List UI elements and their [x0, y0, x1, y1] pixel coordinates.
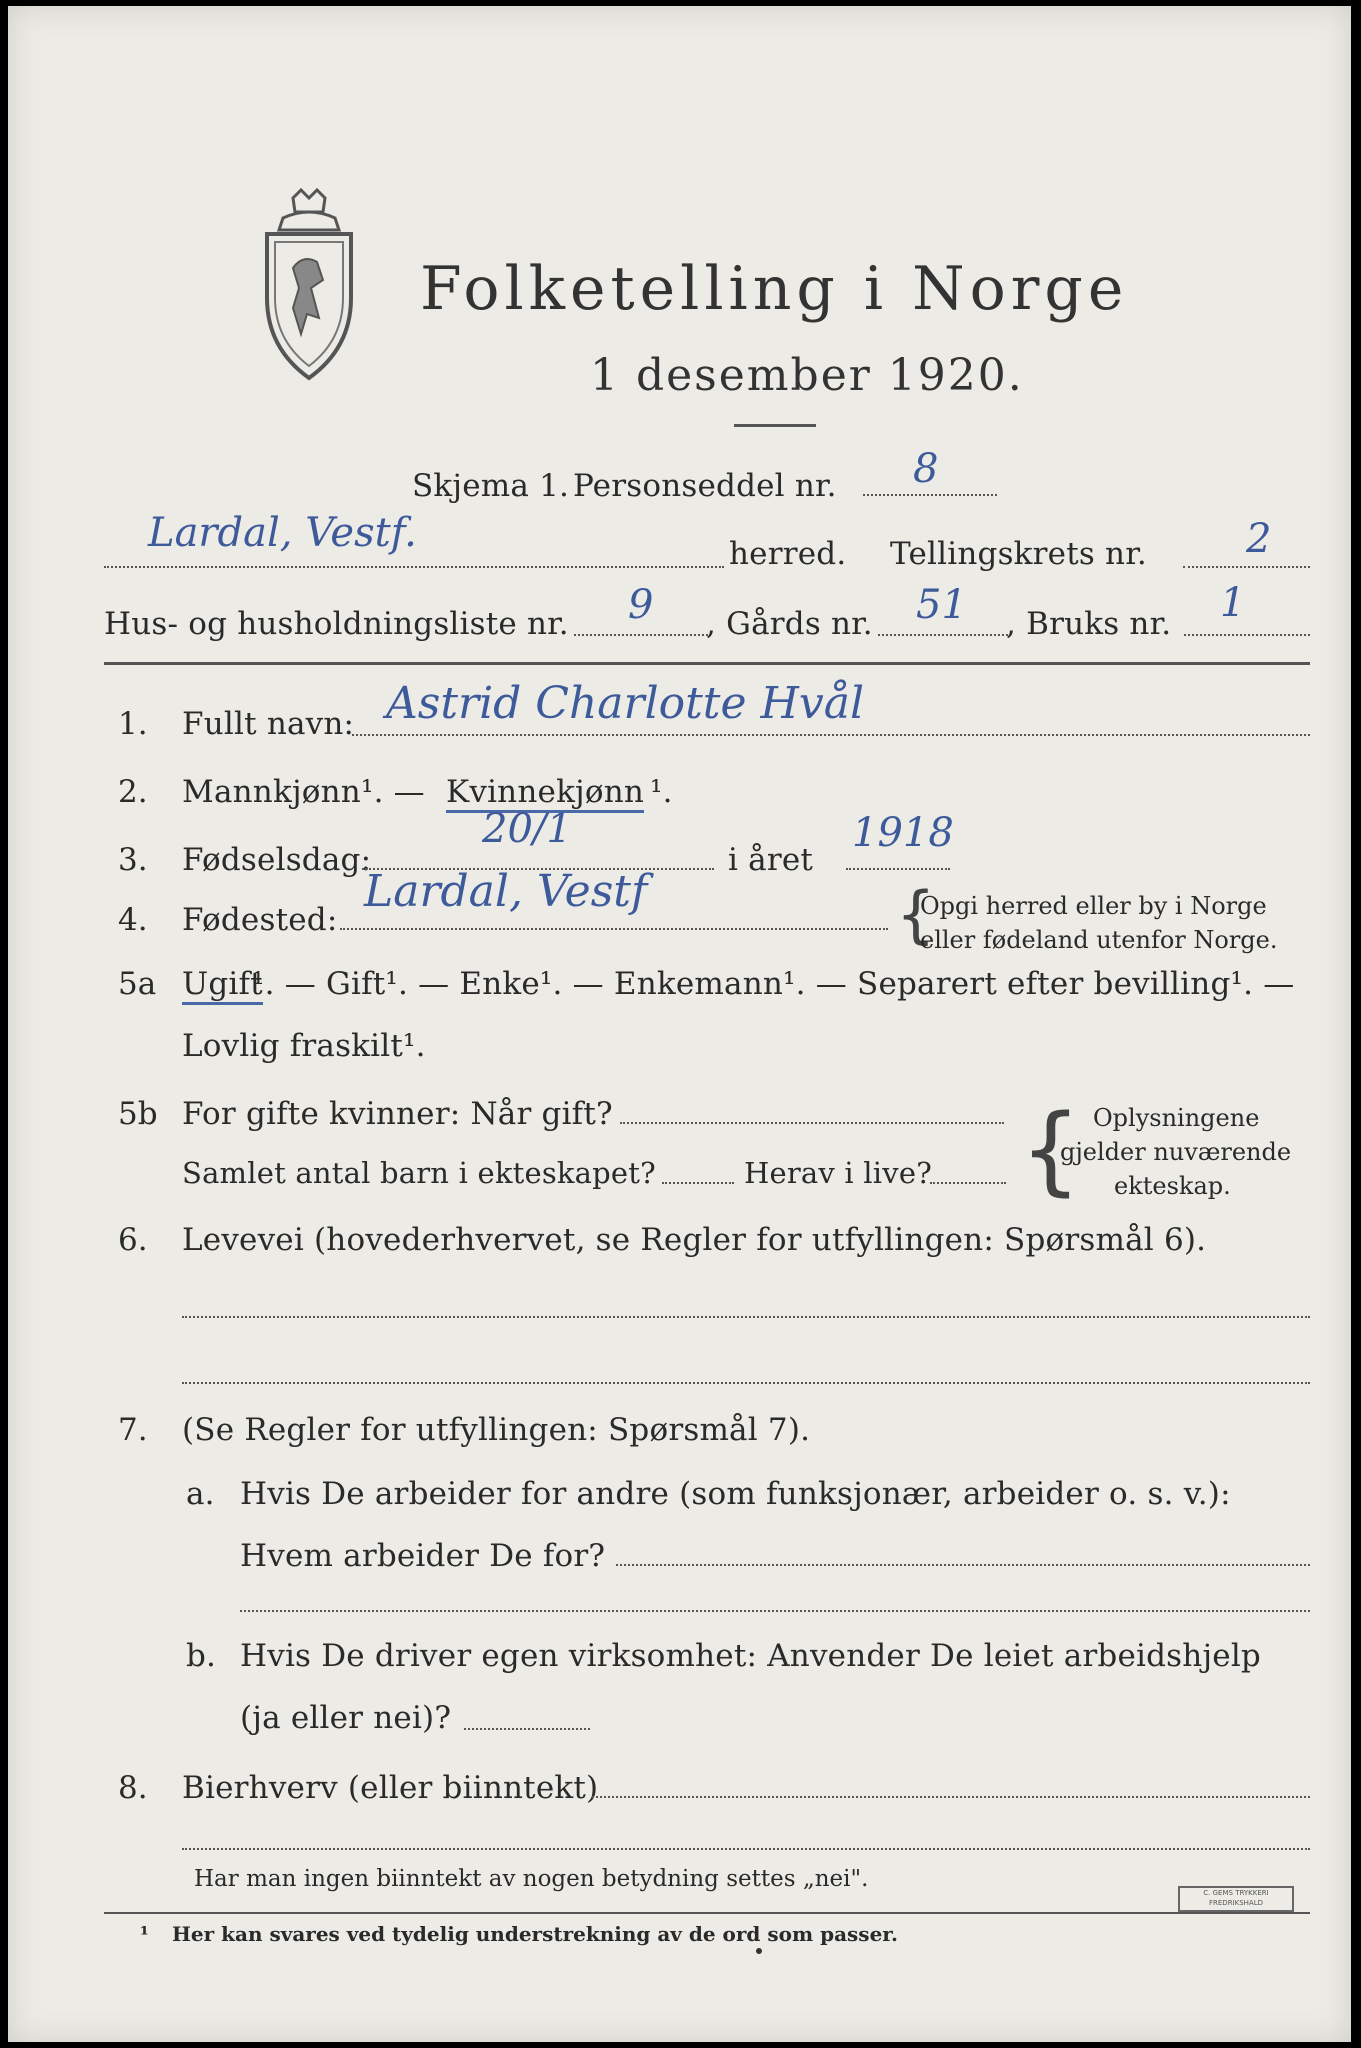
footer-divider: [104, 1912, 1310, 1914]
q8-field-2[interactable]: [182, 1848, 1310, 1850]
tellingskrets-value: 2: [1246, 516, 1272, 562]
q6-field-2[interactable]: [182, 1382, 1310, 1384]
q4-note-line1: Opgi herred eller by i Norge: [920, 892, 1267, 920]
q3-aret-label: i året: [728, 842, 814, 878]
printer-stamp: C. GEMS TRYKKERI FREDRIKSHALD: [1178, 1886, 1294, 1912]
q5b-note3: ekteskap.: [1114, 1172, 1231, 1200]
footnote-mark: ¹: [140, 1922, 149, 1946]
personseddel-value: 8: [913, 446, 939, 492]
q7-number: 7.: [118, 1412, 148, 1448]
q7a-letter: a.: [186, 1476, 215, 1512]
tellingskrets-label: Tellingskrets nr.: [890, 536, 1147, 572]
hus-value: 9: [628, 582, 654, 628]
gards-label: , Gårds nr.: [706, 606, 873, 642]
footnote-text: Her kan svares ved tydelig understrekning av de ord som passer.: [172, 1922, 898, 1946]
bruks-field[interactable]: [1184, 634, 1310, 636]
title-divider: [734, 424, 816, 427]
q5a-line2: Lovlig fraskilt¹.: [182, 1028, 426, 1064]
herred-value: Lardal, Vestf.: [148, 510, 417, 556]
coat-of-arms-icon: [253, 188, 365, 384]
q7a-line2: Hvem arbeider De for?: [240, 1538, 606, 1574]
q1-field[interactable]: [352, 734, 1310, 736]
bruks-label: , Bruks nr.: [1006, 606, 1172, 642]
q6-field-1[interactable]: [182, 1316, 1310, 1318]
hus-field[interactable]: [574, 634, 708, 636]
q4-brace: {: [896, 878, 936, 951]
q8-label: Bierhverv (eller biinntekt): [182, 1770, 599, 1806]
q5a-ugift[interactable]: Ugift: [182, 966, 263, 1005]
q2-number: 2.: [118, 774, 148, 810]
q3-label: Fødselsdag:: [182, 842, 372, 878]
q7b-line2: (ja eller nei)?: [240, 1700, 452, 1736]
gards-value: 51: [916, 582, 967, 628]
q5b-brace: {: [1020, 1094, 1082, 1206]
q2-mann: Mannkjønn¹. —: [182, 774, 425, 810]
hus-label: Hus- og husholdningsliste nr.: [104, 606, 569, 642]
q7b-field[interactable]: [464, 1728, 590, 1730]
q5b-note2: gjelder nuværende: [1060, 1138, 1292, 1166]
q7a-field-1[interactable]: [616, 1564, 1310, 1566]
tellingskrets-field[interactable]: [1183, 566, 1310, 568]
skjema-label: Skjema 1.: [412, 468, 570, 504]
herred-field[interactable]: [104, 566, 724, 568]
q4-value: Lardal, Vestf: [364, 866, 648, 917]
q8-field-1[interactable]: [592, 1796, 1310, 1798]
q7a-line1: Hvis De arbeider for andre (som funksjonær, arbeider o. s. v.):: [240, 1476, 1231, 1512]
q5b-line1: For gifte kvinner: Når gift?: [182, 1096, 613, 1132]
q7a-field-2[interactable]: [240, 1610, 1310, 1612]
q5a-options: ¹. — Gift¹. — Enke¹. — Enkemann¹. — Separert efter bevilling¹. —: [252, 966, 1295, 1002]
q1-label: Fullt navn:: [182, 706, 355, 742]
q3-aret-value: 1918: [852, 810, 954, 856]
q7b-line1: Hvis De driver egen virksomhet: Anvender De leiet arbeidshjelp: [240, 1638, 1261, 1674]
q7-label: (Se Regler for utfyllingen: Spørsmål 7).: [182, 1412, 811, 1448]
footer-note: Har man ingen biinntekt av nogen betydning settes „nei".: [194, 1866, 869, 1892]
q4-note-line2: eller fødeland utenfor Norge.: [920, 926, 1278, 954]
header-divider: [104, 662, 1310, 665]
q2-kvinne[interactable]: Kvinnekjønn: [446, 774, 644, 813]
gards-field[interactable]: [878, 634, 1008, 636]
q6-number: 6.: [118, 1222, 148, 1258]
q1-value: Astrid Charlotte Hvål: [386, 678, 865, 729]
bruks-value: 1: [1220, 580, 1246, 626]
q5b-number: 5b: [118, 1096, 158, 1132]
q5a-number: 5a: [118, 966, 157, 1002]
q2-kvinne-sup: ¹.: [650, 774, 673, 810]
q5b-line2a: Samlet antal barn i ekteskapet?: [182, 1156, 656, 1190]
q8-number: 8.: [118, 1770, 148, 1806]
q5b-line2b: Herav i live?: [744, 1156, 932, 1190]
footer-dot: [756, 1948, 762, 1954]
q4-label: Fødested:: [182, 902, 338, 938]
q4-field[interactable]: [340, 928, 888, 930]
q3-aret-field[interactable]: [846, 868, 950, 870]
q5b-note1: Oplysningene: [1093, 1104, 1260, 1132]
q5b-barn-field[interactable]: [662, 1182, 734, 1184]
personseddel-label: Personseddel nr.: [573, 468, 837, 504]
q5b-live-field[interactable]: [930, 1182, 1006, 1184]
q3-value: 20/1: [482, 806, 572, 852]
form-date: 1 desember 1920.: [590, 350, 1024, 401]
herred-label: herred.: [729, 536, 847, 572]
census-form: [8, 6, 1351, 2042]
q3-number: 3.: [118, 842, 148, 878]
q1-number: 1.: [118, 706, 148, 742]
q4-number: 4.: [118, 902, 148, 938]
q5b-gift-field[interactable]: [620, 1122, 1004, 1124]
q6-label: Levevei (hovederhvervet, se Regler for utfyllingen: Spørsmål 6).: [182, 1222, 1207, 1258]
personseddel-field[interactable]: [863, 494, 997, 496]
q7b-letter: b.: [186, 1638, 217, 1674]
form-title: Folketelling i Norge: [420, 254, 1129, 324]
